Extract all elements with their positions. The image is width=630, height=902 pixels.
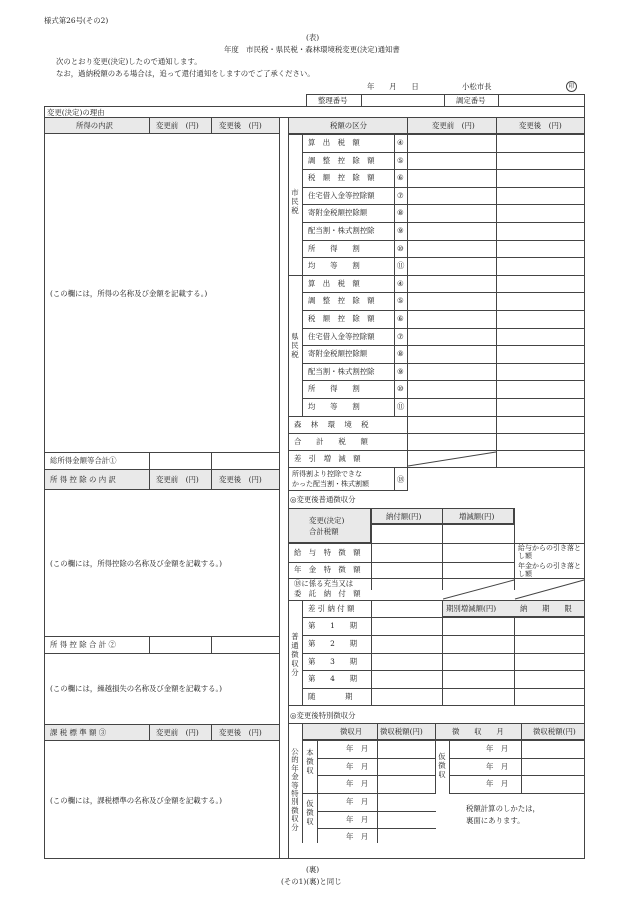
undeducted-line-1: 所得割より控除できな (292, 470, 362, 478)
income-note: (この欄には，所得の名称及び金額を記載する。) (50, 289, 208, 298)
tax-row-label: 寄附金税額控除額 (308, 349, 368, 358)
taxable-before-header: 変更前 (円) (156, 728, 199, 737)
increase-amount-header: 増減額(円) (459, 512, 495, 521)
total-tax-label: 合 計 税 額 (294, 437, 368, 446)
tax-row-number: ⑤ (397, 156, 404, 165)
same-as-note: (その1)(裏)と同じ (281, 877, 342, 886)
taxable-base-label: 課 税 標 準 額 ③ (50, 728, 107, 737)
allotment-line-1: ⑱に係る充当又は (294, 579, 354, 588)
deduction-after-header: 変更後 (円) (219, 475, 262, 484)
tax-row-label: 調 整 控 除 額 (308, 156, 375, 165)
difference-label: 差 引 増 減 額 (294, 454, 361, 463)
year-month-label: 年 月 (346, 815, 369, 824)
taxable-after-header: 変更後 (円) (219, 728, 262, 737)
year-month-label: 年 月 (346, 744, 369, 753)
tax-row-number: ⑥ (397, 314, 404, 323)
general-section-title: ◎変更後普通徴収分 (290, 495, 356, 504)
tax-row-number: ⑪ (397, 261, 405, 270)
period-label: 第 3 期 (308, 657, 358, 666)
form-number: 様式第26号(その2) (44, 16, 109, 25)
year-month-label: 年 月 (346, 762, 369, 771)
public-pension-side-label: 公的年金等特別徴収分 (291, 747, 299, 832)
tax-row-number: ⑧ (397, 349, 404, 358)
tax-row-label: 算 出 税 額 (308, 279, 360, 288)
income-before-header: 変更前 (円) (156, 121, 199, 130)
net-payment-label: 差 引 納 付 額 (308, 604, 355, 613)
prefectural-tax-label: 県民税 (291, 332, 299, 359)
period-label: 第 1 期 (308, 621, 358, 630)
tax-row-label: 配当割・株式割控除 (308, 367, 375, 376)
tax-row-label: 配当割・株式割控除 (308, 226, 375, 235)
tax-row-number: ④ (397, 138, 404, 147)
year-month-label: 年 月 (346, 797, 369, 806)
issue-date: 年 月 日 (367, 82, 419, 91)
period-diff-header: 期別増減額(円) (446, 604, 497, 613)
tax-row-label: 住宅借入金等控除額 (308, 332, 375, 341)
pension-deduction-note: 年金からの引き落とし額 (518, 562, 581, 578)
tax-row-label: 算 出 税 額 (308, 138, 360, 147)
income-after-header: 変更後 (円) (219, 121, 262, 130)
tax-row-number: ⑩ (397, 244, 404, 253)
tax-row-number: ⑨ (397, 226, 404, 235)
deduction-breakdown-header: 所 得 控 除 の 内 訳 (50, 475, 116, 484)
tax-row-label: 所 得 割 (308, 244, 360, 253)
document-title: 年度 市民税・県民税・森林環境税変更(決定)通知書 (224, 45, 400, 54)
collection-amount-header-2: 徴収税額(円) (533, 727, 576, 736)
tax-row-label: 均 等 割 (308, 261, 360, 270)
city-tax-label: 市民税 (291, 188, 299, 215)
tax-row-label: 所 得 割 (308, 384, 360, 393)
deduction-before-header: 変更前 (円) (156, 475, 199, 484)
salary-withholding-label: 給 与 特 徴 額 (294, 548, 361, 557)
tax-row-label: 調 整 控 除 額 (308, 296, 375, 305)
allotment-line-2: 委 託 納 付 額 (294, 589, 361, 598)
salary-deduction-note: 給与からの引き落とし額 (518, 544, 581, 560)
year-month-label: 年 月 (486, 762, 509, 771)
collection-amount-header: 徴収税額(円) (380, 727, 423, 736)
tax-row-number: ⑦ (397, 191, 404, 200)
undeducted-number: ⑱ (397, 475, 405, 484)
front-side-label: (表) (306, 33, 320, 42)
special-block (288, 723, 585, 843)
year-month-label: 年 月 (486, 779, 509, 788)
general-total-header (288, 508, 371, 543)
loss-note: (この欄には，繰越損失の名称及び金額を記載する。) (50, 684, 223, 693)
main-collection-label: 本徴収 (306, 748, 314, 775)
tax-row-number: ⑩ (397, 384, 404, 393)
reference-number-label: 整理番号 (318, 96, 348, 105)
tax-row-number: ⑧ (397, 208, 404, 217)
general-collection-side-label: 普通徴収分 (291, 632, 299, 677)
paid-amount-header: 納付額(円) (386, 512, 422, 521)
year-month-label: 年 月 (346, 779, 369, 788)
assessment-number-label: 調定番号 (456, 96, 486, 105)
period-label: 第 4 期 (308, 674, 358, 683)
mayor-title: 小松市長 (462, 82, 492, 91)
tax-row-label: 住宅借入金等控除額 (308, 191, 375, 200)
year-month-label: 年 月 (486, 744, 509, 753)
back-side-label: (裏) (306, 865, 320, 874)
deadline-header: 納 期 限 (520, 604, 572, 613)
general-total-line-2: 合計税額 (309, 527, 339, 536)
tax-row-label: 寄附金税額控除額 (308, 208, 368, 217)
total-income-label: 総所得金額等合計① (50, 456, 117, 465)
taxable-note: (この欄には，課税標準の名称及び金額を記載する。) (50, 796, 223, 805)
tax-row-number: ⑤ (397, 296, 404, 305)
tax-row-label: 税 額 控 除 額 (308, 314, 375, 323)
calc-note-2: 裏面にあります。 (466, 816, 525, 825)
tax-row-number: ⑦ (397, 332, 404, 341)
tax-row-number: ⑪ (397, 402, 405, 411)
period-label: 随 期 (308, 692, 353, 701)
seal-icon: 印 (566, 81, 577, 92)
tax-row-number: ⑥ (397, 173, 404, 182)
allotment-slash (443, 579, 585, 600)
undeducted-line-2: かった配当割・株式割額 (292, 480, 369, 488)
general-total-line-1: 変更(決定) (309, 516, 345, 525)
collection-month-header-2: 徴 収 月 (452, 727, 504, 736)
tax-after-header: 変更後 (円) (519, 121, 562, 130)
change-reason-label: 変更(決定)の理由 (47, 108, 105, 117)
tax-row-number: ④ (397, 279, 404, 288)
period-label: 第 2 期 (308, 639, 358, 648)
tax-row-label: 均 等 割 (308, 402, 360, 411)
provisional-collection-label-2: 仮徴収 (438, 752, 446, 779)
diff-slash (408, 451, 496, 467)
tax-before-header: 変更前 (円) (432, 121, 475, 130)
forest-tax-label: 森 林 環 境 税 (294, 420, 370, 429)
collection-month-header: 徴収月 (340, 727, 363, 736)
deduction-note: (この欄には，所得控除の名称及び金額を記載する。) (50, 559, 223, 568)
provisional-collection-label: 仮徴収 (306, 799, 314, 826)
tax-category-header: 税額の区分 (330, 121, 367, 130)
tax-row-number: ⑨ (397, 367, 404, 376)
pension-withholding-label: 年 金 特 徴 額 (294, 565, 361, 574)
tax-row-label: 税 額 控 除 額 (308, 173, 375, 182)
undeducted-cell (288, 467, 408, 491)
deduction-total-label: 所 得 控 除 合 計 ② (50, 640, 116, 649)
intro-line-1: 次のとおり変更(決定)したので通知します。 (56, 57, 202, 66)
calc-note-1: 税額計算のしかたは， (466, 804, 540, 813)
income-breakdown-header: 所得の内訳 (76, 121, 113, 130)
year-month-label: 年 月 (346, 832, 369, 841)
special-section-title: ◎変更後特別徴収分 (290, 711, 356, 720)
intro-line-2: なお，過納税額のある場合は，追って還付通知をしますのでご了承ください。 (56, 69, 315, 78)
